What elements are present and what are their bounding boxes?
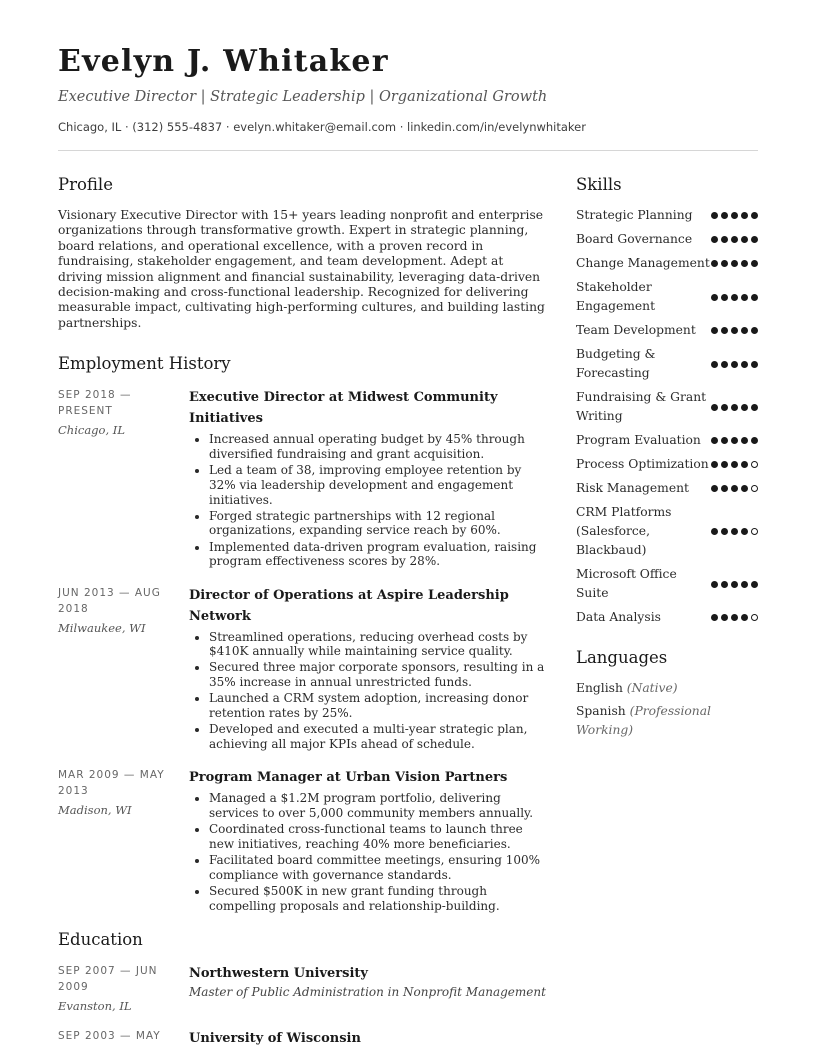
job-body [189, 585, 548, 754]
contact-line: Chicago, IL · (312) 555-4837 · evelyn.whitaker@email.com · linkedin.com/in/evelynwhitaker [58, 120, 586, 134]
skill-name: Team Development [576, 323, 696, 337]
skill-level-dots [711, 485, 758, 492]
filled-dot-icon [751, 260, 758, 267]
filled-dot-icon [731, 260, 738, 267]
skill-level-dots [711, 294, 758, 301]
job-dates: SEP 2018 — PRESENT [58, 389, 132, 418]
language-row [576, 679, 758, 698]
candidate-tagline: Executive Director | Strategic Leadership | Organizational Growth [58, 89, 548, 105]
job-bullet: • Led a team of 38, improving employee retention by 32% via leadership development and engagement initiatives. [209, 463, 548, 507]
empty-dot-icon [751, 485, 758, 492]
filled-dot-icon [711, 581, 718, 588]
skills-heading: Skills [576, 175, 622, 194]
skill-level-dots [711, 461, 758, 468]
language-name: English [576, 681, 623, 695]
filled-dot-icon [751, 361, 758, 368]
school-name: University of Wisconsin [189, 1030, 361, 1046]
filled-dot-icon [751, 404, 758, 411]
education-body [189, 1028, 548, 1049]
filled-dot-icon [721, 581, 728, 588]
skill-row [576, 608, 758, 627]
job-body [189, 767, 548, 915]
filled-dot-icon [721, 361, 728, 368]
filled-dot-icon [721, 437, 728, 444]
skill-level-dots [711, 437, 758, 444]
education-heading: Education [58, 929, 143, 949]
skill-name: Budgeting & Forecasting [576, 347, 656, 380]
job-bullet: • Developed and executed a multi-year strategic plan, achieving all major KPIs ahead of schedule. [209, 722, 548, 751]
filled-dot-icon [711, 294, 718, 301]
skill-level-dots [711, 614, 758, 621]
skill-row [576, 431, 758, 450]
job-bullet: • Secured three major corporate sponsors, resulting in a 35% increase in annual unrestricted funds. [209, 660, 548, 689]
job-entry [58, 585, 548, 754]
job-location: Milwaukee, WI [58, 620, 146, 635]
skill-name: Board Governance [576, 232, 693, 246]
filled-dot-icon [711, 236, 718, 243]
job-bullets [189, 432, 548, 569]
job-location: Chicago, IL [58, 423, 125, 438]
skill-row [576, 206, 758, 225]
filled-dot-icon [711, 528, 718, 535]
filled-dot-icon [731, 528, 738, 535]
language-level: (Professional Working) [576, 704, 711, 737]
profile-heading: Profile [58, 175, 113, 194]
skill-level-dots [711, 236, 758, 243]
job-bullet: • Forged strategic partnerships with 12 regional organizations, expanding service reach by 60%. [209, 509, 548, 538]
skill-level-dots [711, 404, 758, 411]
job-location: Madison, WI [58, 803, 132, 818]
filled-dot-icon [731, 404, 738, 411]
school-name: Northwestern University [189, 965, 368, 981]
header-divider [58, 150, 758, 151]
skill-name: Strategic Planning [576, 208, 693, 222]
filled-dot-icon [751, 581, 758, 588]
education-entry [58, 1028, 548, 1049]
education-dates: SEP 2003 — MAY [58, 1029, 161, 1042]
filled-dot-icon [731, 294, 738, 301]
skill-level-dots [711, 528, 758, 535]
filled-dot-icon [751, 294, 758, 301]
employment-list [58, 387, 548, 915]
filled-dot-icon [741, 614, 748, 621]
skill-row [576, 503, 758, 560]
filled-dot-icon [731, 614, 738, 621]
filled-dot-icon [751, 437, 758, 444]
filled-dot-icon [751, 327, 758, 334]
skill-level-dots [711, 327, 758, 334]
skill-level-dots [711, 581, 758, 588]
filled-dot-icon [711, 327, 718, 334]
job-bullets [189, 791, 548, 913]
job-title: Director of Operations at Aspire Leadership Network [189, 587, 509, 624]
education-dates: SEP 2007 — JUN 2009 [58, 964, 158, 993]
job-bullets [189, 630, 548, 752]
filled-dot-icon [711, 361, 718, 368]
education-meta [58, 963, 189, 1014]
job-bullet: • Facilitated board committee meetings, ensuring 100% compliance with governance standards. [209, 853, 548, 882]
skill-level-dots [711, 361, 758, 368]
filled-dot-icon [741, 461, 748, 468]
language-level: (Native) [626, 681, 678, 695]
skill-row [576, 321, 758, 340]
filled-dot-icon [741, 581, 748, 588]
job-dates: MAR 2009 — MAY 2013 [58, 769, 165, 798]
job-entry [58, 387, 548, 570]
filled-dot-icon [721, 294, 728, 301]
languages-list [576, 679, 758, 740]
language-row [576, 702, 758, 740]
profile-text: Visionary Executive Director with 15+ years leading nonprofit and enterprise organizations through transformative growth. Expert in strategic planning, board relations, and operational excellence, with a proven record in fundraising, stakeholder engagement, and team development. Adept at driving mission alignment and financial sustainability, leveraging data-driven decision-making and cross-functional leadership. Recognized for delivering measurable impact, cultivating high-performing cultures, and building lasting partnerships. [58, 208, 545, 330]
skill-name: Data Analysis [576, 610, 661, 624]
filled-dot-icon [711, 212, 718, 219]
filled-dot-icon [711, 461, 718, 468]
language-name: Spanish [576, 704, 626, 718]
skill-row [576, 388, 758, 426]
education-location: Evanston, IL [58, 998, 132, 1013]
job-bullet: • Streamlined operations, reducing overhead costs by $410K annually while maintaining service quality. [209, 630, 548, 659]
filled-dot-icon [721, 212, 728, 219]
skill-name: Program Evaluation [576, 433, 701, 447]
job-bullet: • Managed a $1.2M program portfolio, delivering services to over 5,000 community members annually. [209, 791, 548, 820]
skill-level-dots [711, 212, 758, 219]
languages-heading: Languages [576, 648, 668, 667]
skill-level-dots [711, 260, 758, 267]
filled-dot-icon [721, 260, 728, 267]
filled-dot-icon [711, 260, 718, 267]
resume-page [58, 0, 758, 1056]
filled-dot-icon [731, 437, 738, 444]
job-dates: JUN 2013 — AUG 2018 [58, 586, 161, 615]
skill-row [576, 254, 758, 273]
job-bullet: • Implemented data-driven program evaluation, raising program effectiveness scores by 28%. [209, 540, 548, 569]
filled-dot-icon [731, 327, 738, 334]
skill-name: Fundraising & Grant Writing [576, 390, 707, 423]
filled-dot-icon [711, 614, 718, 621]
filled-dot-icon [731, 485, 738, 492]
filled-dot-icon [721, 236, 728, 243]
skill-row [576, 278, 758, 316]
job-meta [58, 585, 189, 754]
skill-row [576, 565, 758, 603]
filled-dot-icon [741, 361, 748, 368]
skill-name: Risk Management [576, 481, 689, 495]
filled-dot-icon [721, 404, 728, 411]
filled-dot-icon [741, 327, 748, 334]
education-body [189, 963, 548, 1014]
education-meta [58, 1028, 189, 1049]
skill-name: Microsoft Office Suite [576, 567, 677, 600]
skill-row [576, 230, 758, 249]
filled-dot-icon [741, 437, 748, 444]
filled-dot-icon [731, 236, 738, 243]
employment-heading: Employment History [58, 354, 231, 374]
filled-dot-icon [721, 327, 728, 334]
filled-dot-icon [741, 294, 748, 301]
filled-dot-icon [731, 461, 738, 468]
filled-dot-icon [741, 404, 748, 411]
filled-dot-icon [721, 461, 728, 468]
skill-name: CRM Platforms (Salesforce, Blackbaud) [576, 505, 672, 557]
degree-name: Master of Public Administration in Nonprofit Management [189, 984, 546, 999]
skill-name: Process Optimization [576, 457, 709, 471]
filled-dot-icon [741, 260, 748, 267]
filled-dot-icon [731, 361, 738, 368]
filled-dot-icon [741, 212, 748, 219]
skill-row [576, 455, 758, 474]
education-list [58, 963, 548, 1049]
job-title: Program Manager at Urban Vision Partners [189, 770, 508, 786]
filled-dot-icon [731, 212, 738, 219]
filled-dot-icon [741, 485, 748, 492]
job-bullet: • Coordinated cross-functional teams to launch three new initiatives, reaching 40% more beneficiaries. [209, 822, 548, 851]
skill-row [576, 479, 758, 498]
skill-name: Change Management [576, 256, 710, 270]
filled-dot-icon [711, 404, 718, 411]
job-bullet: • Launched a CRM system adoption, increasing donor retention rates by 25%. [209, 691, 548, 720]
job-title: Executive Director at Midwest Community Initiatives [189, 390, 498, 427]
filled-dot-icon [741, 236, 748, 243]
empty-dot-icon [751, 614, 758, 621]
education-entry [58, 963, 548, 1014]
filled-dot-icon [741, 528, 748, 535]
job-bullet: • Secured $500K in new grant funding through compelling proposals and relationship-building. [209, 884, 548, 913]
filled-dot-icon [751, 236, 758, 243]
empty-dot-icon [751, 461, 758, 468]
filled-dot-icon [711, 437, 718, 444]
main-column [58, 174, 548, 1063]
filled-dot-icon [721, 528, 728, 535]
filled-dot-icon [721, 485, 728, 492]
candidate-name: Evelyn J. Whitaker [58, 44, 389, 79]
empty-dot-icon [751, 528, 758, 535]
job-meta [58, 387, 189, 570]
skill-name: Stakeholder Engagement [576, 280, 656, 313]
skill-row [576, 345, 758, 383]
filled-dot-icon [751, 212, 758, 219]
job-bullet: • Increased annual operating budget by 45% through diversified fundraising and grant acquisition. [209, 432, 548, 461]
filled-dot-icon [731, 581, 738, 588]
side-column [576, 174, 758, 744]
skills-list [576, 206, 758, 627]
job-body [189, 387, 548, 570]
filled-dot-icon [721, 614, 728, 621]
filled-dot-icon [711, 485, 718, 492]
job-meta [58, 767, 189, 915]
job-entry [58, 767, 548, 915]
